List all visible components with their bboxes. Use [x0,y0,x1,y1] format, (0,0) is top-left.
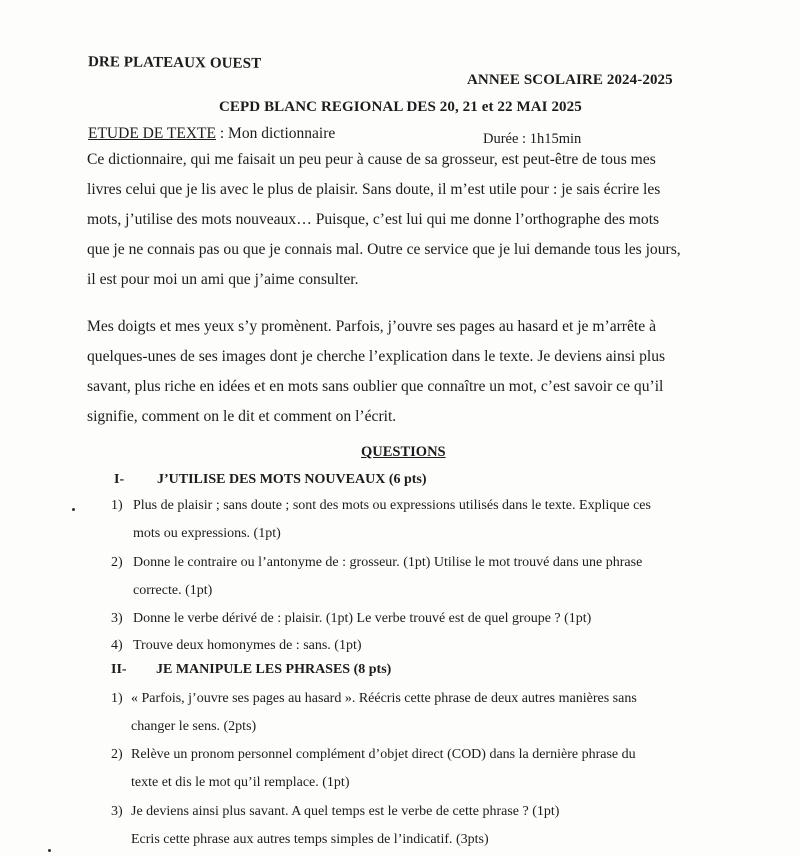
paragraph-1 [87,145,715,295]
question-line: correcte. (1pt) [133,583,213,598]
stray-dot-mark [48,849,51,852]
paragraph-line: mots, j’utilise des mots nouveaux… Puisque, c’est lui qui me donne l’orthographe des mots [87,211,660,228]
question-line: « Parfois, j’ouvre ses pages au hasard ». Réécris cette phrase de deux autres manières sans [131,691,637,706]
section-1-number: I- [114,472,125,487]
school-year: ANNEE SCOLAIRE 2024-2025 [467,72,673,88]
question-number: 3) [111,611,123,626]
question-number: 2) [111,747,123,762]
question-line: Donne le verbe dérivé de : plaisir. (1pt) Le verbe trouvé est de quel groupe ? (1pt) [133,611,592,626]
exam-title: CEPD BLANC REGIONAL DES 20, 21 et 22 MAI 2025 [219,99,582,115]
question-line: texte et dis le mot qu’il remplace. (1pt) [131,775,350,790]
section-2-number: II- [111,662,127,677]
paragraph-line: livres celui que je lis avec le plus de plaisir. Sans doute, il m’est utile pour : je sais écrire les [87,181,661,198]
section-2-title: JE MANIPULE LES PHRASES (8 pts) [156,662,392,677]
paragraph-line: Mes doigts et mes yeux s’y promènent. Parfois, j’ouvre ses pages au hasard et je m’arrête à [87,318,656,335]
stray-dot-mark [72,508,75,511]
dre-label: DRE PLATEAUX OUEST [87,54,262,72]
question-number: 3) [111,804,123,819]
question-line: changer le sens. (2pts) [131,719,257,734]
question-line: Je deviens ainsi plus savant. A quel temps est le verbe de cette phrase ? (1pt) [131,804,560,819]
text-study-line [88,125,335,143]
text-study-title: : Mon dictionnaire [216,125,336,142]
question-line: Relève un pronom personnel complément d’objet direct (COD) dans la dernière phrase du [131,747,636,762]
question-line: Trouve deux homonymes de : sans. (1pt) [133,638,362,653]
section-1-title: J’UTILISE DES MOTS NOUVEAUX (6 pts) [157,472,427,487]
question-line: mots ou expressions. (1pt) [133,526,281,541]
questions-heading: QUESTIONS [361,444,446,460]
question-number: 4) [111,638,123,653]
question-line: Donne le contraire ou l’antonyme de : grosseur. (1pt) Utilise le mot trouvé dans une phrase [133,555,643,570]
paragraph-line: signifie, comment on le dit et comment on l’écrit. [87,408,397,425]
paragraph-2 [87,312,715,432]
paragraph-line: que je ne connais pas ou que je connais mal. Outre ce service que je lui demande tous les jours, [87,241,681,258]
text-study-label: ETUDE DE TEXTE [88,125,216,142]
question-number: 1) [111,691,123,706]
paragraph-line: Ce dictionnaire, qui me faisait un peu peur à cause de sa grosseur, est peut-être de tous mes [87,151,656,168]
question-number: 2) [111,555,123,570]
question-line: Ecris cette phrase aux autres temps simples de l’indicatif. (3pts) [131,832,489,847]
paragraph-line: il est pour moi un ami que j’aime consulter. [87,271,359,288]
question-number: 1) [111,498,123,513]
paragraph-line: quelques-unes de ses images dont je cherche l’explication dans le texte. Je deviens ainsi plus [87,348,666,365]
question-line: Plus de plaisir ; sans doute ; sont des mots ou expressions utilisés dans le texte. Explique ces [133,498,651,513]
paragraph-line: savant, plus riche en idées et en mots sans oublier que connaître un mot, c’est savoir ce qu’il [87,378,664,395]
duration: Durée : 1h15min [483,131,582,147]
